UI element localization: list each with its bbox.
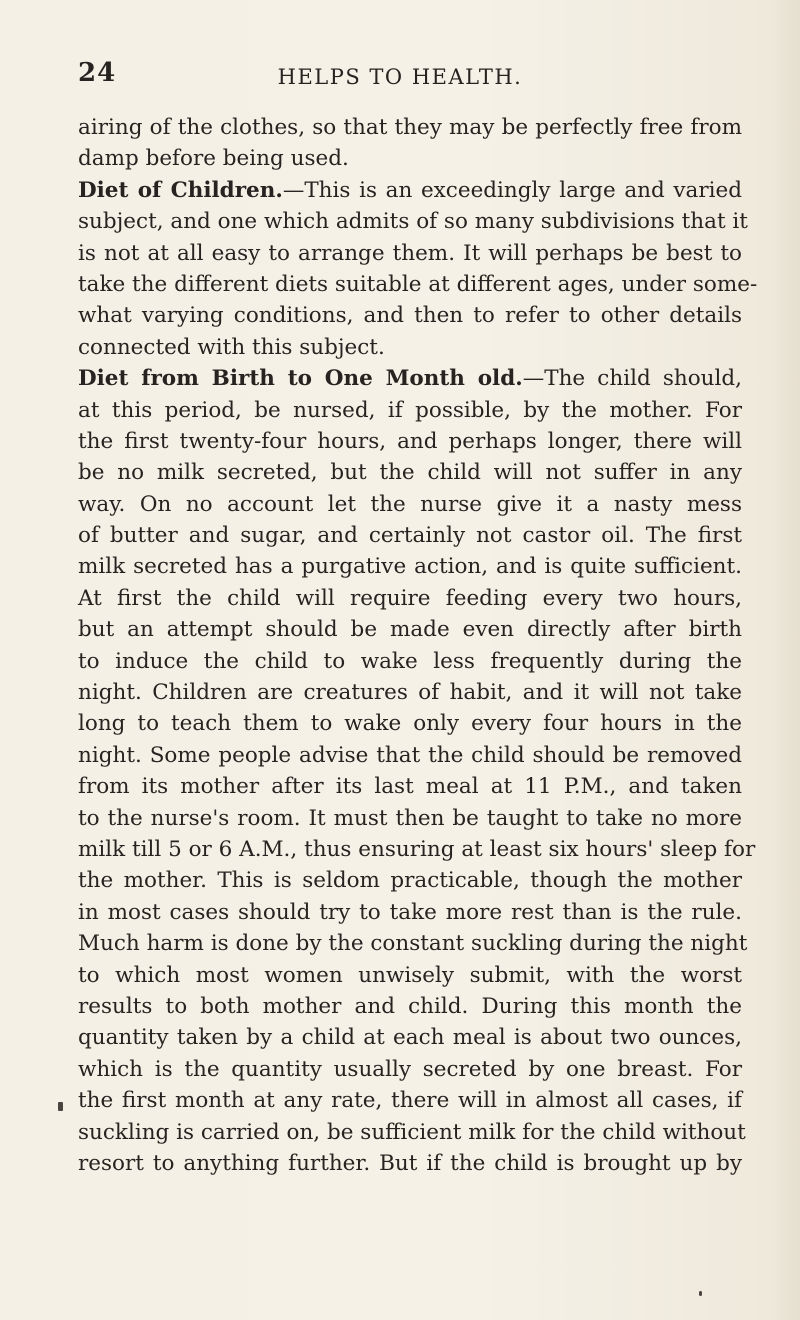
ink-speck — [699, 1291, 702, 1296]
text-line: results to both mother and child. During this month the — [78, 993, 742, 1019]
ink-speck — [58, 1102, 63, 1111]
text-line: resort to anything further. But if the child is brought up by — [78, 1150, 742, 1176]
page-number: 24 — [78, 58, 117, 88]
text-line: the mother. This is seldom practicable, though the mother — [78, 868, 742, 894]
text-line: the first twenty-four hours, and perhaps longer, there will — [78, 428, 742, 454]
text-line: Diet from Birth to One Month old.—The child should, — [78, 366, 742, 392]
text-line: the first month at any rate, there will in almost all cases, if — [78, 1088, 742, 1114]
body-text — [78, 112, 758, 1179]
text-line: to the nurse's room. It must then be taught to take no more — [78, 805, 742, 831]
text-line: airing of the clothes, so that they may be perfectly free from — [78, 115, 742, 140]
text-line: to which most women unwisely submit, with the worst — [78, 962, 742, 988]
text-line: take the different diets suitable at different ages, under some- — [78, 271, 758, 297]
text-line: At first the child will require feeding every two hours, — [78, 585, 742, 611]
text-line: Much harm is done by the constant suckling during the night — [78, 931, 748, 957]
section-heading: Diet of Children. — [78, 177, 283, 203]
running-title: HELPS TO HEALTH. — [277, 65, 523, 89]
text-line: suckling is carried on, be sufficient milk for the child without — [78, 1119, 746, 1145]
text-line: is not at all easy to arrange them. It will perhaps be best to — [78, 240, 742, 266]
text-line: at this period, be nursed, if possible, by the mother. For — [78, 397, 742, 423]
text-line: be no milk secreted, but the child will not suffer in any — [78, 460, 742, 486]
text-line: subject, and one which admits of so many subdivisions that it — [78, 209, 748, 235]
text-line: connected with this subject. — [78, 334, 385, 360]
text-line: milk till 5 or 6 A.M., thus ensuring at least six hours' sleep for — [78, 836, 756, 862]
text-line: night. Some people advise that the child should be removed — [78, 742, 742, 768]
text-line: night. Children are creatures of habit, and it will not take — [78, 680, 742, 706]
section-heading: Diet from Birth to One Month old. — [78, 366, 523, 392]
text-line: but an attempt should be made even directly after birth — [78, 617, 742, 643]
text-line: which is the quantity usually secreted by one breast. For — [78, 1056, 742, 1082]
text-line: to induce the child to wake less frequently during the — [78, 648, 742, 674]
text-line: Diet of Children.—This is an exceedingly large and varied — [78, 177, 742, 203]
text-line: in most cases should try to take more rest than is the rule. — [78, 899, 742, 925]
text-line: of butter and sugar, and certainly not castor oil. The first — [78, 523, 742, 549]
text-line: damp before being used. — [78, 146, 349, 172]
text-line: quantity taken by a child at each meal is about two ounces, — [78, 1025, 742, 1051]
text-line: milk secreted has a purgative action, and is quite sufficient. — [78, 554, 742, 580]
text-line: way. On no account let the nurse give it a nasty mess — [78, 491, 742, 517]
text-line: what varying conditions, and then to refer to other details — [78, 303, 742, 329]
text-line: from its mother after its last meal at 11 P.M., and taken — [78, 774, 742, 800]
text-line: long to teach them to wake only every four hours in the — [78, 711, 742, 737]
